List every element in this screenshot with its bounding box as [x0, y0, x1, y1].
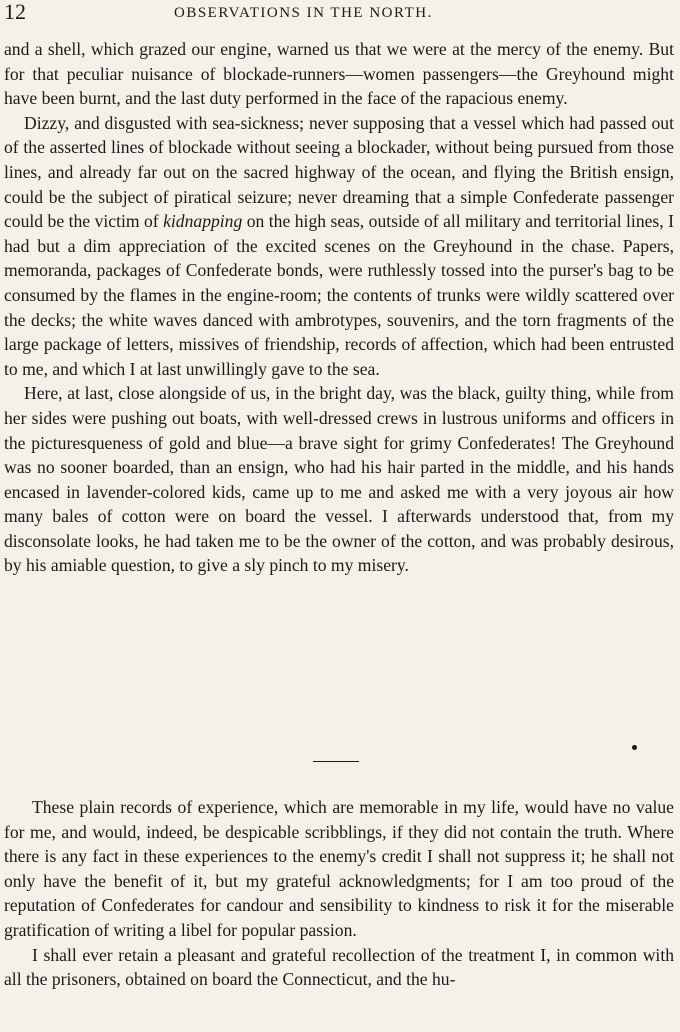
paragraph-i-shall-ever: I shall ever retain a pleasant and grateful recollection of the treatment I, in common with all the prisoners, obtained on board the Connecticut, and the hu- [4, 944, 674, 990]
paragraph-dizzy-after: on the high seas, outside of all military and territorial lines, I had but a dim appreciation of the excited scenes on the Greyhound in the chase. Papers, memoranda, packages of Confederate bonds, were ruthlessly tossed into the purser's bag to be consumed by the flames in the engine-room; the contents of trunks were wildly scattered over the decks; the white waves danced with ambrotypes, souvenirs, and the torn fragments of the large package of letters, missives of friendship, records of affection, which had been entrusted to me, and which I at last unwillingly gave to the sea. [4, 211, 674, 379]
page-number: 12 [4, 0, 26, 24]
page-header [4, 0, 676, 26]
ink-speck [632, 745, 637, 750]
text-block-lower [4, 795, 674, 992]
paragraph-dizzy [4, 111, 674, 382]
paragraph-plain-records: These plain records of experience, which are memorable in my life, would have no value for me, and would, indeed, be despicable scribblings, if they did not contain the truth. Where there is any fact in these experiences to the enemy's credit I shall not suppress it; he shall not only have the benefit of it, but my grateful acknowledgments; for I am too proud of the reputation of Confederates for candour and sensibility to kindness to risk it for the miserable gratification of writing a libel for popular passion. [4, 797, 674, 940]
paragraph-here-at-last: Here, at last, close alongside of us, in the bright day, was the black, guilty thing, while from her sides were pushing out boats, with well-dressed crews in lustrous uniforms and officers in the picturesqueness of gold and blue—a brave sight for grimy Confederates! The Greyhound was no sooner boarded, than an ensign, who had his hair parted in the middle, and his hands encased in lavender-colored kids, came up to me and asked me with a very joyous air how many bales of cotton were on board the vessel. I afterwards understood that, from my disconsolate looks, he had taken me to be the owner of the cotton, and was probably desirous, by his amiable question, to give a sly pinch to my misery. [4, 383, 674, 576]
paragraph-dizzy-before: Dizzy, and disgusted with sea-sickness; never supposing that a vessel which had passed out of the asserted lines of blockade without seeing a blockader, without being pursued from those lines, and already far out on the sacred highway of the ocean, and flying the British ensign, could be the subject of piratical seizure; never dreaming that a simple Confederate passenger could be the victim of [4, 112, 674, 232]
paragraph-continued: and a shell, which grazed our engine, warned us that we were at the mercy of the enemy. But for that peculiar nuisance of blockade-runners—women passengers—the Greyhound might have been burnt, and the last duty performed in the face of the rapacious enemy. [4, 39, 674, 109]
running-title: OBSERVATIONS IN THE NORTH. [174, 5, 433, 21]
emphasis-kidnapping: kidnapping [163, 211, 243, 232]
section-divider-rule [313, 761, 359, 762]
text-block-upper [4, 37, 674, 578]
